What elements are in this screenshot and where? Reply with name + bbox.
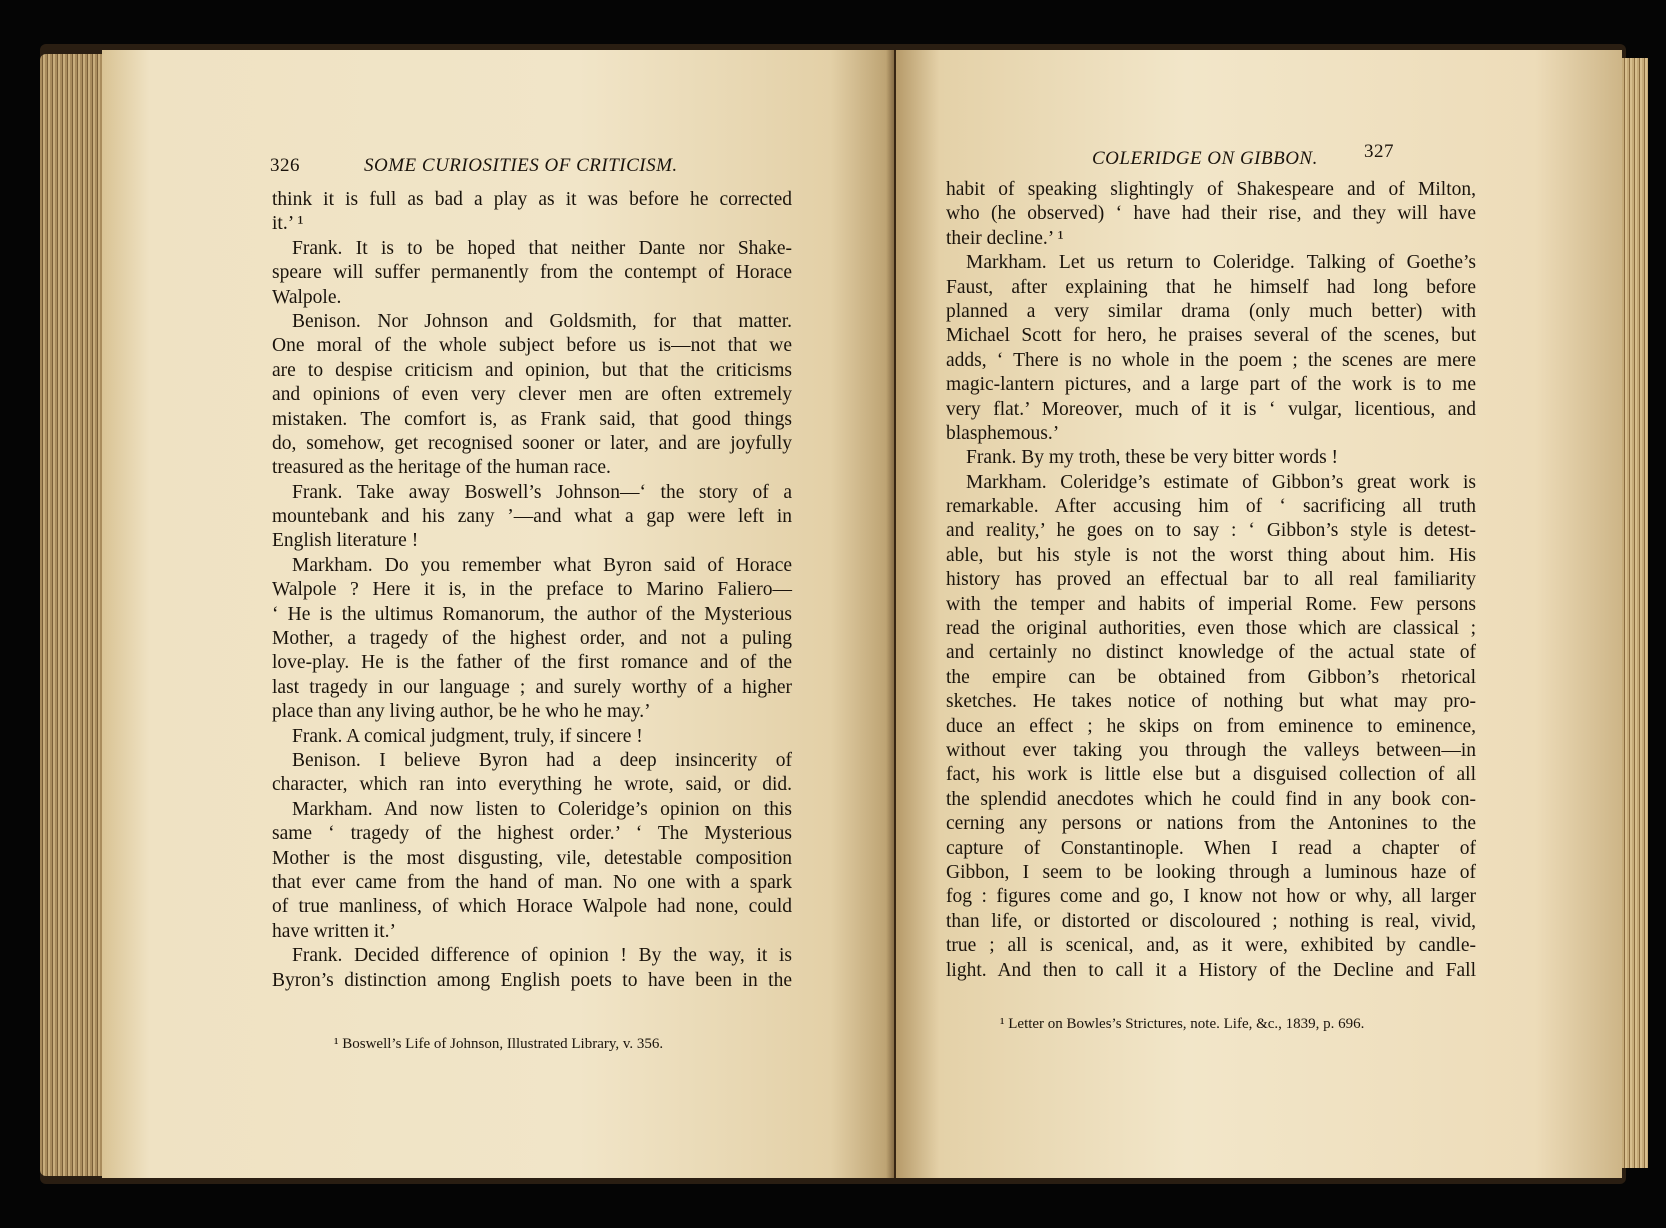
text-line: of true manliness, of which Horace Walpole had none, could xyxy=(272,896,792,918)
text-line: mistaken. The comfort is, as Frank said, that good things xyxy=(272,408,792,430)
text-line: cerning any persons or nations from the Antonines to the xyxy=(946,813,1476,835)
text-line: it.’ ¹ xyxy=(272,213,304,235)
text-line: Walpole ? Here it is, in the preface to Marino Faliero— xyxy=(272,579,792,601)
text-line: fog : figures come and go, I know not how or why, all larger xyxy=(946,886,1476,908)
text-line: are to despise criticism and opinion, but that the criticisms xyxy=(272,359,792,381)
text-line: blasphemous.’ xyxy=(946,422,1060,444)
text-line: Frank. It is to be hoped that neither Dante nor Shake- xyxy=(292,237,792,259)
text-line: Mother is the most disgusting, vile, detestable composition xyxy=(272,847,792,869)
text-line: history has proved an effectual bar to all real familiarity xyxy=(946,569,1476,591)
text-line: think it is full as bad a play as it was before he corrected xyxy=(272,189,792,210)
text-line: Frank. By my troth, these be very bitter words ! xyxy=(966,447,1339,469)
text-line: planned a very similar drama (only much better) with xyxy=(946,300,1476,322)
open-book xyxy=(40,44,1626,1184)
text-line: Markham. Let us return to Coleridge. Talking of Goethe’s xyxy=(966,252,1476,274)
text-line: Mother, a tragedy of the highest order, and not a puling xyxy=(272,628,792,650)
text-line: fact, his work is little else but a disguised collection of all xyxy=(946,764,1476,786)
text-line: Benison. I believe Byron had a deep insincerity of xyxy=(292,749,792,771)
text-line: sketches. He takes notice of nothing but what may pro- xyxy=(946,691,1476,713)
text-line: English literature ! xyxy=(272,530,419,552)
text-line: Markham. Coleridge’s estimate of Gibbon’s great work is xyxy=(966,471,1476,493)
text-line: the empire can be obtained from Gibbon’s rhetorical xyxy=(946,666,1476,688)
text-line: than life, or distorted or discoloured ; nothing is real, vivid, xyxy=(946,910,1476,932)
text-line: and opinions of even very clever men are often extremely xyxy=(272,384,792,406)
left-footnote: ¹ Boswell’s Life of Johnson, Illustrated Library, v. 356. xyxy=(334,1036,664,1052)
text-line: and reality,’ he goes on to say : ‘ Gibbon’s style is detest- xyxy=(946,520,1476,542)
text-line: speare will suffer permanently from the contempt of Horace xyxy=(272,262,792,284)
text-line: Byron’s distinction among English poets to have been in the xyxy=(272,969,792,991)
text-line: habit of speaking slightingly of Shakespeare and of Milton, xyxy=(946,179,1476,200)
text-line: ‘ He is the ultimus Romanorum, the author of the Mysterious xyxy=(272,603,792,625)
text-line: adds, ‘ There is no whole in the poem ; the scenes are mere xyxy=(946,349,1476,371)
right-page-edges xyxy=(1622,58,1648,1168)
text-line: able, but his style is not the worst thing about him. His xyxy=(946,544,1476,566)
left-running-head: SOME CURIOSITIES OF CRITICISM. xyxy=(364,155,678,176)
right-footnote: ¹ Letter on Bowles’s Strictures, note. Life, &c., 1839, p. 696. xyxy=(1000,1016,1365,1032)
text-line: true ; all is scenical, and, as it were, exhibited by candle- xyxy=(946,935,1476,957)
left-page-number: 326 xyxy=(270,155,300,176)
right-body-text xyxy=(946,178,1476,983)
text-line: and certainly no distinct knowledge of the actual state of xyxy=(946,642,1476,664)
text-line: Benison. Nor Johnson and Goldsmith, for that matter. xyxy=(292,310,792,332)
left-page xyxy=(102,50,894,1178)
text-line: Michael Scott for hero, he praises several of the scenes, but xyxy=(946,325,1476,347)
text-line: Frank. Take away Boswell’s Johnson—‘ the story of a xyxy=(292,481,792,503)
text-line: Markham. And now listen to Coleridge’s opinion on this xyxy=(292,798,792,820)
text-line: same ‘ tragedy of the highest order.’ ‘ The Mysterious xyxy=(272,823,792,845)
right-page-number: 327 xyxy=(1364,141,1394,162)
text-line: One moral of the whole subject before us is—not that we xyxy=(272,335,792,357)
text-line: mountebank and his zany ’—and what a gap were left in xyxy=(272,506,792,528)
text-line: who (he observed) ‘ have had their rise, and they will have xyxy=(946,203,1476,225)
text-line: Faust, after explaining that he himself had long before xyxy=(946,276,1476,298)
text-line: very flat.’ Moreover, much of it is ‘ vulgar, licentious, and xyxy=(946,398,1476,420)
text-line: the splendid anecdotes which he could find in any book con- xyxy=(946,788,1476,810)
text-line: their decline.’ ¹ xyxy=(946,227,1064,249)
text-line: magic-lantern pictures, and a large part of the work is to me xyxy=(946,374,1476,396)
left-page-edges xyxy=(40,54,102,1176)
text-line: without ever taking you through the valleys between—in xyxy=(946,739,1476,761)
text-line: love-play. He is the father of the first romance and of the xyxy=(272,652,792,674)
text-line: place than any living author, be he who he may.’ xyxy=(272,701,651,723)
text-line: Walpole. xyxy=(272,286,342,308)
text-line: capture of Constantinople. When I read a chapter of xyxy=(946,837,1476,859)
text-line: have written it.’ xyxy=(272,920,396,942)
text-line: treasured as the heritage of the human race. xyxy=(272,457,611,479)
left-body-text xyxy=(272,188,792,993)
text-line: Frank. A comical judgment, truly, if sincere ! xyxy=(292,725,643,747)
text-line: Frank. Decided difference of opinion ! By the way, it is xyxy=(292,945,792,967)
text-line: Gibbon, I seem to be looking through a luminous haze of xyxy=(946,861,1476,883)
text-line: Markham. Do you remember what Byron said of Horace xyxy=(292,554,792,576)
text-line: remarkable. After accusing him of ‘ sacrificing all truth xyxy=(946,496,1476,518)
text-line: read the original authorities, even those which are classical ; xyxy=(946,618,1476,640)
right-running-head: COLERIDGE ON GIBBON. xyxy=(1092,148,1318,169)
text-line: character, which ran into everything he wrote, said, or did. xyxy=(272,774,792,796)
text-line: do, somehow, get recognised sooner or later, and are joyfully xyxy=(272,432,792,454)
text-line: duce an effect ; he skips on from eminence to eminence, xyxy=(946,715,1476,737)
text-line: that ever came from the hand of man. No one with a spark xyxy=(272,871,792,893)
text-line: last tragedy in our language ; and surely worthy of a higher xyxy=(272,676,792,698)
text-line: with the temper and habits of imperial Rome. Few persons xyxy=(946,593,1476,615)
right-page xyxy=(896,50,1622,1178)
text-line: light. And then to call it a History of the Decline and Fall xyxy=(946,959,1476,981)
